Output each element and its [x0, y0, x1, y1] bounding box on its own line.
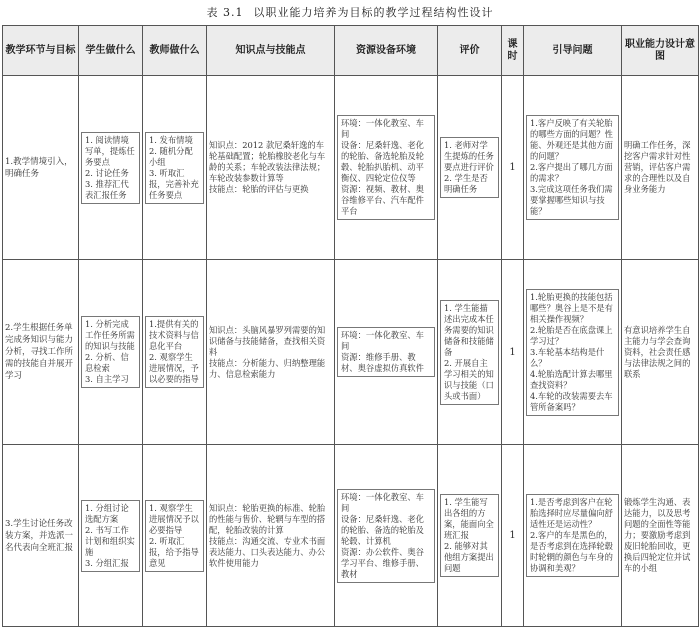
- cell-intent: 有意识培养学生自主能力与学会查询资料，社会责任感与法律法规之间的联系: [622, 260, 699, 445]
- header-resources: 资源设备环境: [335, 26, 438, 76]
- header-intent: 职业能力设计意图: [622, 26, 699, 76]
- cell-resources: 环境：一体化教室、车间 资源：维修手册、教材、奥谷虚拟仿真软件: [335, 260, 438, 445]
- header-questions: 引导问题: [524, 26, 622, 76]
- header-stage: 教学环节与目标: [3, 26, 79, 76]
- table-row: [3, 445, 699, 627]
- cell-stage: 2.学生根据任务单完成务知识与能力分析，寻找工作所需的技能自并展开学习: [3, 260, 79, 445]
- cell-student: 1. 分组讨论选配方案 2. 书写工作计划和组织实施 3. 分组汇报: [79, 445, 143, 627]
- teaching-process-table: [2, 25, 699, 627]
- cell-hours: 1: [502, 445, 524, 627]
- cell-questions: 1.是否考虑到客户在轮胎选择时应尽量偏向舒适性还是运动性？ 2.客户的车是黑色的，是否考虑到在选择轮毂时轮辋的颜色与车身的协调和美观？: [524, 445, 622, 627]
- cell-teacher: 1. 发布情境 2. 随机分配小组 3. 听取汇报，完善补充任务要点: [143, 76, 207, 260]
- header-teacher: 教师做什么: [143, 26, 207, 76]
- header-hours: 课时: [502, 26, 524, 76]
- cell-evaluation: 1. 学生能描述出完成本任务需要的知识储备和技能储备 2. 开展自主学习相关的知识与技能（口头或书面）: [438, 260, 502, 445]
- cell-evaluation: 1. 学生能写出各组的方案，能面向全班汇报 2. 能够对其他组方案提出问题: [438, 445, 502, 627]
- header-evaluation: 评价: [438, 26, 502, 76]
- cell-evaluation: 1. 老师对学生提炼的任务要点进行评价 2. 学生是否明确任务: [438, 76, 502, 260]
- cell-questions: 1.客户反映了有关轮胎的哪些方面的问题？性能、外观还是其他方面的问题？ 2.客户提出了哪几方面的需求？ 3.完成这项任务我们需要掌握哪些知识与技能？: [524, 76, 622, 260]
- table-row: [3, 76, 699, 260]
- cell-questions: 1.轮胎更换的技能包括哪些？奥谷上是不是有相关操作视频？ 2.轮胎是否在底盘课上学习过？ 3.车轮基本结构是什么？ 4.轮胎选配计算去哪里查找资料？ 4.车轮的改装需要去车管所备案吗？: [524, 260, 622, 445]
- caption-title: 以职业能力培养为目标的教学过程结构性设计: [253, 6, 494, 19]
- cell-student: 1. 阅读情境写单，提炼任务要点 2. 讨论任务 3. 推荐汇代表汇报任务: [79, 76, 143, 260]
- cell-hours: 1: [502, 76, 524, 260]
- header-row: [3, 26, 699, 76]
- cell-intent: 锻炼学生沟通、表达能力，以及思考问题的全面性等能力；要激励考虑到废旧轮胎回收，更换后四轮定位并试车的小组: [622, 445, 699, 627]
- cell-teacher: 1. 观察学生进展情况予以必要指导 2. 听取汇报，给予指导意见: [143, 445, 207, 627]
- cell-intent: 明确工作任务，深挖客户需求针对性营销，评估客户需求的合理性以及自身业务能力: [622, 76, 699, 260]
- cell-resources: 环境：一体化教室、车间 设备：尼桑轩逸、老化的轮胎、备选轮胎及轮毂、轮胎扒胎机、动平衡仪、四轮定位仪等 资源：视频、教材、奥谷维修平台、汽车配件平台: [335, 76, 438, 260]
- cell-resources: 环境：一体化教室、车间 设备：尼桑轩逸、老化的轮胎、备选的轮胎及轮毂、计算机 资源：办公软件、奥谷学习平台、维修手册、教材: [335, 445, 438, 627]
- cell-stage: 1.教学情境引入，明确任务: [3, 76, 79, 260]
- cell-hours: 1: [502, 260, 524, 445]
- caption-number: 表 3.1: [206, 6, 244, 19]
- table-row: [3, 260, 699, 445]
- cell-student: 1. 分析完成工作任务所需的知识与技能 2. 分析、信息检索 3. 自主学习: [79, 260, 143, 445]
- cell-teacher: 1.提供有关的技术资料与信息化平台 2. 观察学生进展情况，予以必要的指导: [143, 260, 207, 445]
- cell-knowledge: 知识点：头脑风暴罗列需要的知识储备与技能储备，查找相关资料 技能点：分析能力、归纳整理能力、信息检索能力: [207, 260, 335, 445]
- cell-knowledge: 知识点：轮胎更换的标准、轮胎的性能与售价、轮辋与车型的搭配，轮胎改装的计算 技能点：沟通交流、专业术书面表达能力、口头表达能力、办公软件使用能力: [207, 445, 335, 627]
- header-knowledge: 知识点与技能点: [207, 26, 335, 76]
- header-student: 学生做什么: [79, 26, 143, 76]
- table-caption: [0, 4, 700, 20]
- cell-stage: 3.学生讨论任务改装方案，并选派一名代表向全班汇报: [3, 445, 79, 627]
- cell-knowledge: 知识点：2012 款尼桑轩逸的车轮基础配置；轮胎橡胶老化与车龄的关系；车轮改装法律法规；车轮改装参数计算等 技能点：轮胎的评估与更换: [207, 76, 335, 260]
